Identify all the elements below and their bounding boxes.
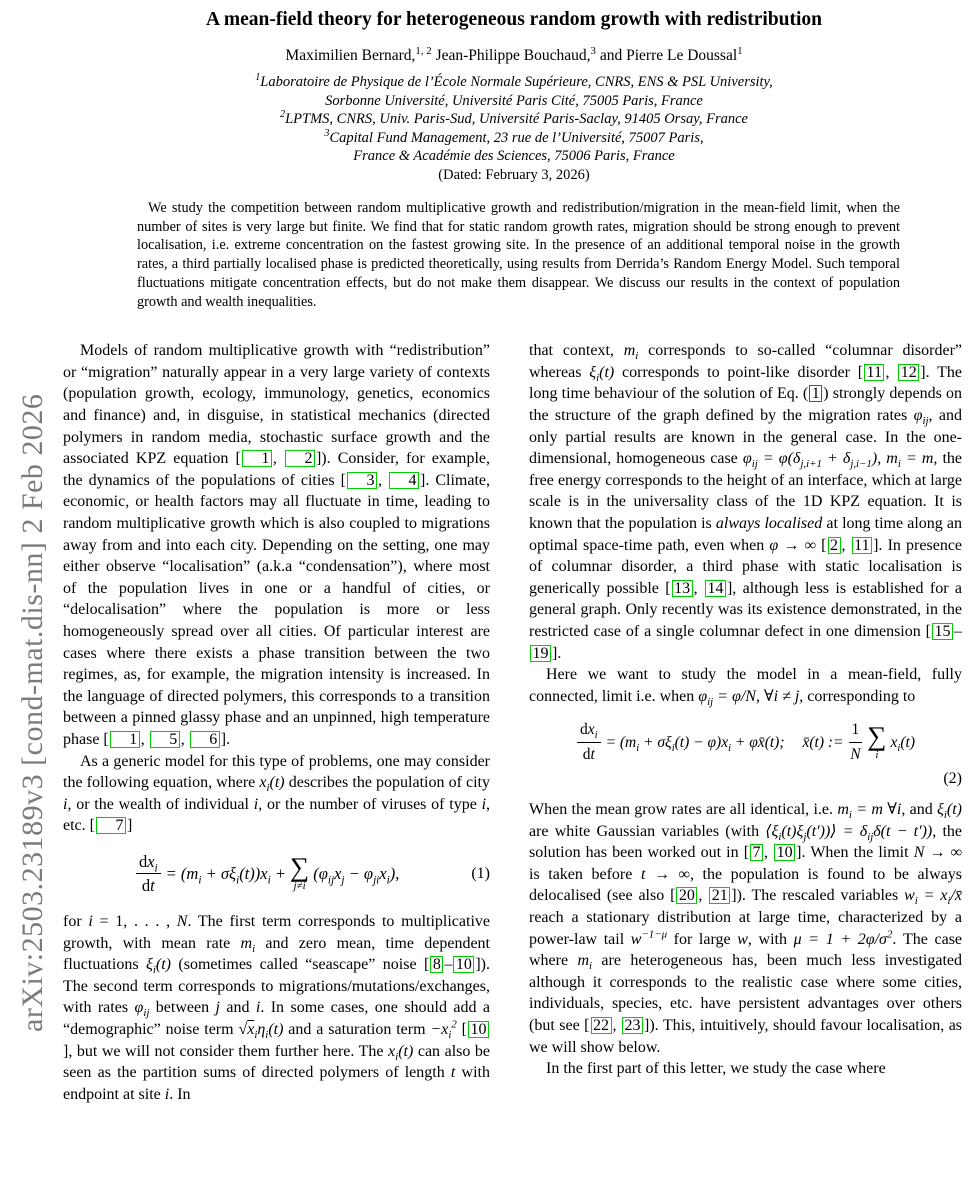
sum-operator: ∑ j≠i	[289, 852, 310, 893]
two-column-body	[63, 340, 965, 1105]
sigma-sum-icon: ∑	[867, 720, 887, 751]
paper-title: A mean-field theory for heterogeneous random growth with redistribution	[205, 9, 823, 30]
paragraph: that context, $m_i$ corresponds to so-called “columnar disorder” whereas $\xi_i(t)$ corresponds to point-like disorder [ 11 , 12 ]. The long time behaviour of the solution of Eq. ( 1 ) strongly depends on the structure of the graph defined by the migration rates $\varphi_{ij}$, and only partial results are known in the general case. In the one-dimensional, homogeneous case $\varphi_{ij} = \varphi(\delta_{j,i+1} + \delta_{j,i-1})$, $m_i = m$, the free energy corresponds to the height of an interface, which at large scale is in the universality class of the 1D KPZ equation. It is known that the population is always localised at long time along an optimal space-time path, even when φ → ∞ [ 2 , 11 ]. In presence of columnar disorder, a third phase with static localisation is generically possible [ 13 , 14 ], although less is established for a general graph. Only recently was its existence demonstrated, in the restricted case of a single columnar defect in one dimension [ 15 –19 ].	[529, 342, 963, 662]
authors-line: Maximilien Bernard,$^{1, 2}$ Jean-Philippe Bouchaud,$^3$ and Pierre Le Doussal$^1$	[285, 44, 743, 64]
paragraph: Here we want to study the model in a mean-field, fully connected, limit i.e. when $\varphi_{ij} = \varphi/N$, ∀i ≠ j, corresponding to	[529, 666, 962, 708]
affiliation-text: Laboratoire de Physique de l’École Normale Supérieure, CNRS, ENS & PSL University,	[260, 74, 773, 90]
affiliation-sup: 3	[324, 127, 330, 139]
paragraph: When the mean grow rates are all identical, i.e. $m_i = m$ ∀i, and $\xi_i(t)$ are white Gaussian variables (with $⟨\xi_i(t)\xi_j(t'))⟩ = \delta_{ij}\delta(t - t')$), the solution has been worked out in [ 7 , 10 ]. When the limit N → ∞ is taken before t → ∞, the population is found to be always delocalised (see also [ 20 , 21 ]). The rescaled variables $w_i$ = $x_i/x̄$ reach a stationary distribution at large time, characterized by a power-law tail $w^{-1-\mu}$ for large w, with $\mu = 1 + 2\varphi/\sigma^2$. The case where $m_i$ are heterogeneous has, been much less investigated although it corresponds to the realistic case where some cities, individuals, species, etc. have persistent advantages over others (but see [ 22 , 23 ]). This, intuitively, should favour localisation, as we will show below.	[529, 801, 963, 1056]
affiliation-text: Sorbonne Université, Université Paris Cité, 75005 Paris, France	[325, 92, 703, 109]
affiliation-sup: 1	[255, 72, 261, 84]
sigma-sum-icon: ∑	[289, 852, 310, 883]
citation-link[interactable]: 12	[898, 364, 919, 381]
mean-definition: x̄(t) := $\frac{1}{N}$ ∑ i $x_i(t)$	[801, 719, 917, 765]
citation-link[interactable]: 7	[750, 844, 763, 861]
citation-link[interactable]: 2	[828, 537, 841, 554]
equation-ref-link[interactable]: 1	[809, 385, 822, 402]
equation-2	[529, 719, 962, 789]
equation-2-body: $\frac{dx_i}{dt}$ = $(m_i + \sigma\xi_i(t) - \varphi)x_i$ + φx̄(t); x̄(t) := $\frac{1}{N}$ ∑ i $x_i(t)$	[529, 719, 962, 765]
affiliation-line	[63, 129, 965, 148]
equation-1	[63, 851, 490, 897]
citation-link[interactable]: 10	[468, 1021, 489, 1038]
citation-link[interactable]: 20	[676, 887, 697, 904]
affiliations-block	[63, 73, 965, 184]
citation-link[interactable]: 10	[774, 844, 795, 861]
paragraph: As a generic model for this type of problems, one may consider the following equation, where $x_i(t)$ describes the population of city i, or the wealth of individual i, or the number of viruses of type i, etc. [ 7 ]	[63, 752, 491, 835]
citation-link[interactable]: 1	[242, 450, 272, 467]
citation-link[interactable]: 14	[705, 580, 726, 597]
affiliation-line	[63, 110, 965, 129]
citation-link[interactable]: 3	[347, 472, 377, 489]
equation-1-body: $\frac{dx_i}{dt}$ = $(m_i + \sigma\xi_i(t))x_i$ + ∑ j≠i $(\varphi_{ij}x_j - \varphi_{ji}x_i)$,	[63, 851, 471, 897]
citation-link[interactable]: 22	[591, 1017, 612, 1034]
citation-link[interactable]: 15	[932, 623, 953, 640]
right-column	[529, 340, 962, 1105]
affiliation-text: Capital Fund Management, 23 rue de l’Université, 75007 Paris,	[329, 129, 704, 146]
citation-link[interactable]: 6	[190, 731, 220, 748]
citation-link[interactable]: 8	[430, 956, 443, 973]
citation-link[interactable]: 10	[453, 956, 474, 973]
fraction: $\frac{1}{N}$	[850, 721, 861, 763]
citation-link[interactable]: 2	[285, 450, 315, 467]
citation-link[interactable]: 11	[864, 364, 884, 381]
abstract: We study the competition between random multiplicative growth and redistribution/migration in the mean-field limit, when the number of sites is very large but finite. We find that for static random growth rates, migration should be strong enough to prevent localisation, i.e. extreme concentration on the fastest growing site. In the presence of an additional temporal noise in the growth rates, a third partially localised phase is predicted theoretically, using results from Derrida’s Random Energy Model. Such temporal fluctuations mitigate concentration effects, but do not make them disappear. We discuss our results in the context of population growth and wealth inequalities.	[137, 200, 900, 310]
fraction: $\frac{dx_i}{dt}$	[577, 719, 601, 765]
fraction: $\frac{dx_i}{dt}$	[136, 851, 161, 897]
arxiv-watermark: arXiv:2503.23189v3 [cond-mat.dis-nn] 2 Feb 2026	[16, 393, 49, 1032]
affiliation-line	[63, 92, 965, 111]
equation-number: (1)	[471, 865, 490, 883]
affiliation-line	[63, 73, 965, 92]
paper-content	[63, 0, 965, 1105]
citation-link[interactable]: 1	[110, 731, 140, 748]
paragraph: Models of random multiplicative growth with “redistribution” or “migration” naturally appear in a very large variety of contexts (population growth, ecology, immunology, genetics, economics and finance) and, in disguise, in statistical mechanics (directed polymers in random media, stochastic surface growth and the associated KPZ equation [ 1 , 2 ]). Consider, for example, the dynamics of the populations of cities [ 3 , 4 ]. Climate, economic, or health factors may all fluctuate in time, leading to random multiplicative growth which is also coupled to migrations away from and into each city. Depending on the setting, one may either observe “localisation” (a.k.a “condensation”), where most of the population lives in one or a handful of cities, or “delocalisation” where the population is more or less homogeneously spread over all cities. Of particular interest are cases where there exists a phase transition between the two regimes, as, for example, the migration intensity is increased. In the language of directed polymers, this corresponds to a transition between a pinned glassy phase and an unpinned, high temperature phase [ 1 , 5 , 6 ].	[63, 342, 491, 748]
affiliation-line	[63, 147, 965, 166]
equation-number: (2)	[943, 769, 962, 787]
left-column	[63, 340, 490, 1105]
date-line: (Dated: February 3, 2026)	[438, 166, 590, 183]
affiliation-text: France & Académie des Sciences, 75006 Paris, France	[353, 148, 675, 164]
citation-link[interactable]: 19	[530, 645, 551, 662]
citation-link[interactable]: 5	[150, 731, 180, 748]
paragraph: for i = 1, . . . , N. The first term corresponds to multiplicative growth, with mean rate $m_i$ and zero mean, time dependent fluctuations $\xi_i(t)$ (sometimes called “seascape” noise [ 8 – 10 ]). The second term corresponds to migrations/mutations/exchanges, with rates $\varphi_{ij}$ between j and i. In some cases, one should add a “demographic” noise term $√x_i\eta_i(t)$ and a saturation term $-x_i^2$ [ 10], but we will not consider them further here. The $x_i(t)$ can also be seen as the partition sums of directed polymers of length t with endpoint at site i. In	[63, 913, 491, 1103]
affiliation-sup: 2	[280, 109, 286, 121]
citation-link[interactable]: 4	[389, 472, 419, 489]
citation-link[interactable]: 7	[96, 817, 126, 834]
paragraph: In the first part of this letter, we study the case where	[546, 1060, 886, 1078]
citation-link[interactable]: 11	[852, 537, 872, 554]
citation-link[interactable]: 21	[709, 887, 730, 904]
sum-operator: ∑ i	[867, 720, 887, 761]
citation-link[interactable]: 13	[672, 580, 693, 597]
citation-link[interactable]: 23	[622, 1017, 643, 1034]
affiliation-text: LPTMS, CNRS, Univ. Paris-Sud, Université Paris-Saclay, 91405 Orsay, France	[285, 111, 748, 127]
